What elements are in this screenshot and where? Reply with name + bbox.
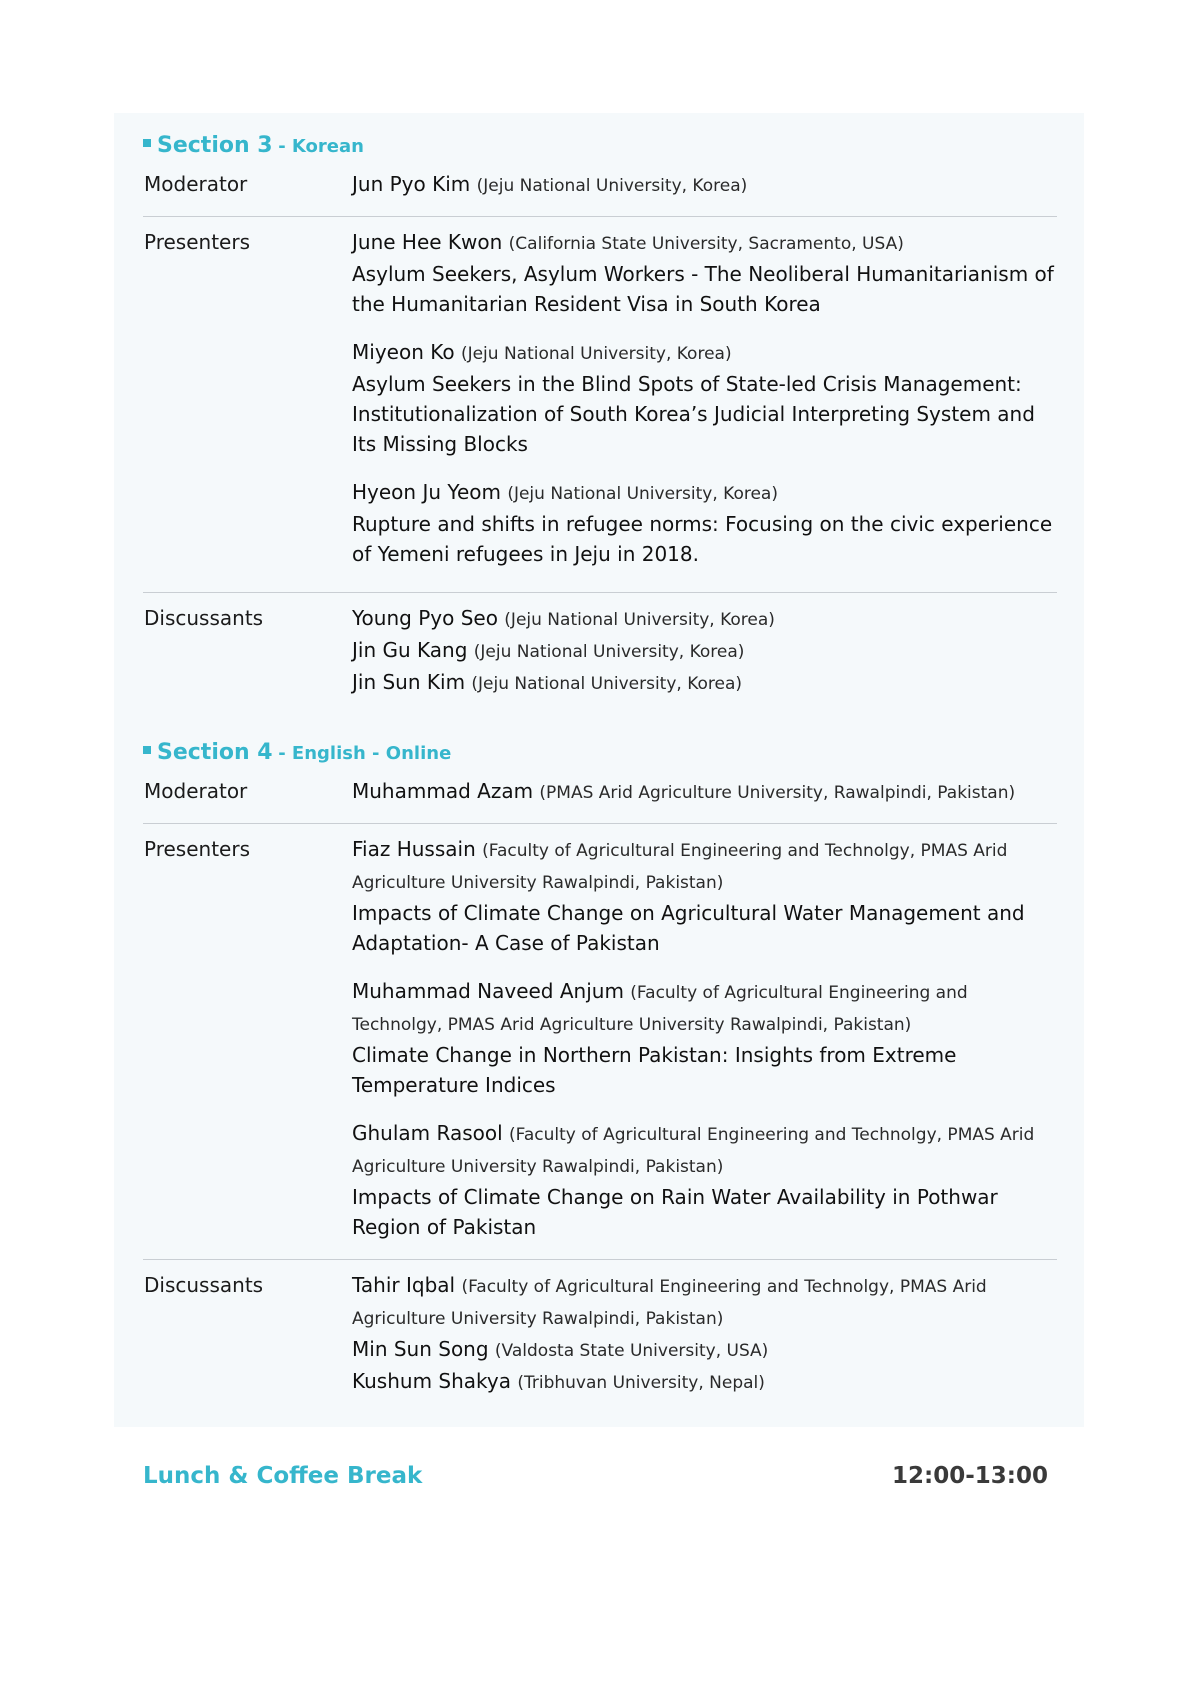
presenters-content — [352, 834, 1057, 1242]
presenter-affiliation: (Jeju National University, Korea) — [507, 484, 778, 504]
discussants-content — [352, 1270, 1057, 1398]
discussant-entry — [352, 1366, 1057, 1398]
presenter-entry — [352, 227, 1057, 319]
discussant-name: Jin Sun Kim — [352, 670, 466, 694]
discussant-entry — [352, 1270, 1057, 1334]
presenter-entry — [352, 337, 1057, 459]
presenter-affiliation: (Faculty of Agricultural Engineering and Technolgy, PMAS Arid Agriculture University Rawalpindi, Pakistan) — [352, 841, 1008, 893]
section-subtitle: - English - Online — [278, 743, 452, 764]
discussant-affiliation: (Jeju National University, Korea) — [471, 674, 743, 694]
presenter-name: June Hee Kwon — [352, 230, 503, 254]
presenters-row — [143, 227, 1057, 593]
discussant-affiliation: (Faculty of Agricultural Engineering and Technolgy, PMAS Arid Agriculture University Rawalpindi, Pakistan) — [352, 1277, 987, 1329]
square-bullet-icon — [143, 746, 151, 754]
moderator-affiliation: (PMAS Arid Agriculture University, Rawalpindi, Pakistan) — [539, 783, 1016, 803]
presenters-row — [143, 834, 1057, 1260]
discussant-name: Tahir Iqbal — [352, 1273, 456, 1297]
discussants-label: Discussants — [144, 1273, 264, 1297]
discussants-label: Discussants — [144, 606, 264, 630]
presenters-label: Presenters — [144, 837, 250, 861]
presentation-title: Impacts of Climate Change on Agricultural Water Management and Adaptation- A Case of Pakistan — [352, 901, 1025, 955]
discussant-affiliation: (Jeju National University, Korea) — [473, 642, 745, 662]
presenter-name: Ghulam Rasool — [352, 1121, 503, 1145]
discussant-name: Kushum Shakya — [352, 1369, 511, 1393]
discussant-affiliation: (Tribhuvan University, Nepal) — [517, 1373, 765, 1393]
discussant-affiliation: (Valdosta State University, USA) — [494, 1341, 769, 1361]
presenter-name: Fiaz Hussain — [352, 837, 476, 861]
moderator-name: Jun Pyo Kim — [352, 172, 471, 196]
presenter-affiliation: (Jeju National University, Korea) — [460, 344, 732, 364]
moderator-entry — [352, 169, 1057, 201]
presenter-name: Miyeon Ko — [352, 340, 455, 364]
presenter-name: Hyeon Ju Yeom — [352, 480, 501, 504]
discussant-entry — [352, 667, 1057, 699]
presenters-content — [352, 227, 1057, 569]
presenter-affiliation: (Faculty of Agricultural Engineering and Technolgy, PMAS Arid Agriculture University Rawalpindi, Pakistan) — [352, 1125, 1035, 1177]
discussant-entry — [352, 635, 1057, 667]
moderator-row — [143, 169, 1057, 217]
presenter-entry — [352, 477, 1057, 569]
discussant-affiliation: (Jeju National University, Korea) — [504, 610, 775, 630]
moderator-label: Moderator — [144, 779, 248, 803]
discussant-entry — [352, 603, 1057, 635]
discussant-entry — [352, 1334, 1057, 1366]
moderator-entry — [352, 776, 1057, 808]
presenter-entry — [352, 1118, 1057, 1242]
section-title: Section 3 — [157, 133, 273, 158]
moderator-label: Moderator — [144, 172, 248, 196]
moderator-row — [143, 776, 1057, 824]
section-title: Section 4 — [157, 740, 273, 765]
discussants-content — [352, 603, 1057, 699]
presentation-title: Asylum Seekers in the Blind Spots of State-led Crisis Management: Institutionalization of South Korea’s Judicial Interpreting System and Its Missing Blocks — [352, 372, 1035, 456]
presentation-title: Asylum Seekers, Asylum Workers - The Neoliberal Humanitarianism of the Humanitarian Resident Visa in South Korea — [352, 262, 1054, 316]
moderator-name: Muhammad Azam — [352, 779, 534, 803]
moderator-affiliation: (Jeju National University, Korea) — [476, 176, 748, 196]
section-subtitle: - Korean — [278, 136, 364, 157]
presentation-title: Climate Change in Northern Pakistan: Insights from Extreme Temperature Indices — [352, 1043, 957, 1097]
presenter-affiliation: (California State University, Sacramento, USA) — [508, 234, 904, 254]
discussant-name: Min Sun Song — [352, 1337, 489, 1361]
break-label: Lunch & Coffee Break — [143, 1463, 423, 1489]
section-heading — [143, 740, 451, 767]
presenter-name: Muhammad Naveed Anjum — [352, 979, 624, 1003]
presenter-entry — [352, 834, 1057, 958]
discussant-name: Jin Gu Kang — [352, 638, 468, 662]
presenter-affiliation: (Faculty of Agricultural Engineering and Technolgy, PMAS Arid Agriculture University Rawalpindi, Pakistan) — [352, 983, 968, 1035]
square-bullet-icon — [143, 139, 151, 147]
presenters-label: Presenters — [144, 230, 250, 254]
moderator-content — [352, 169, 1057, 201]
discussant-name: Young Pyo Seo — [352, 606, 498, 630]
presentation-title: Impacts of Climate Change on Rain Water Availability in Pothwar Region of Pakistan — [352, 1185, 998, 1239]
section-heading — [143, 133, 364, 160]
discussants-row — [143, 1270, 1057, 1400]
presenter-entry — [352, 976, 1057, 1100]
moderator-content — [352, 776, 1057, 808]
presentation-title: Rupture and shifts in refugee norms: Focusing on the civic experience of Yemeni refugees in Jeju in 2018. — [352, 512, 1053, 566]
discussants-row — [143, 603, 1057, 703]
break-time: 12:00-13:00 — [892, 1463, 1048, 1489]
